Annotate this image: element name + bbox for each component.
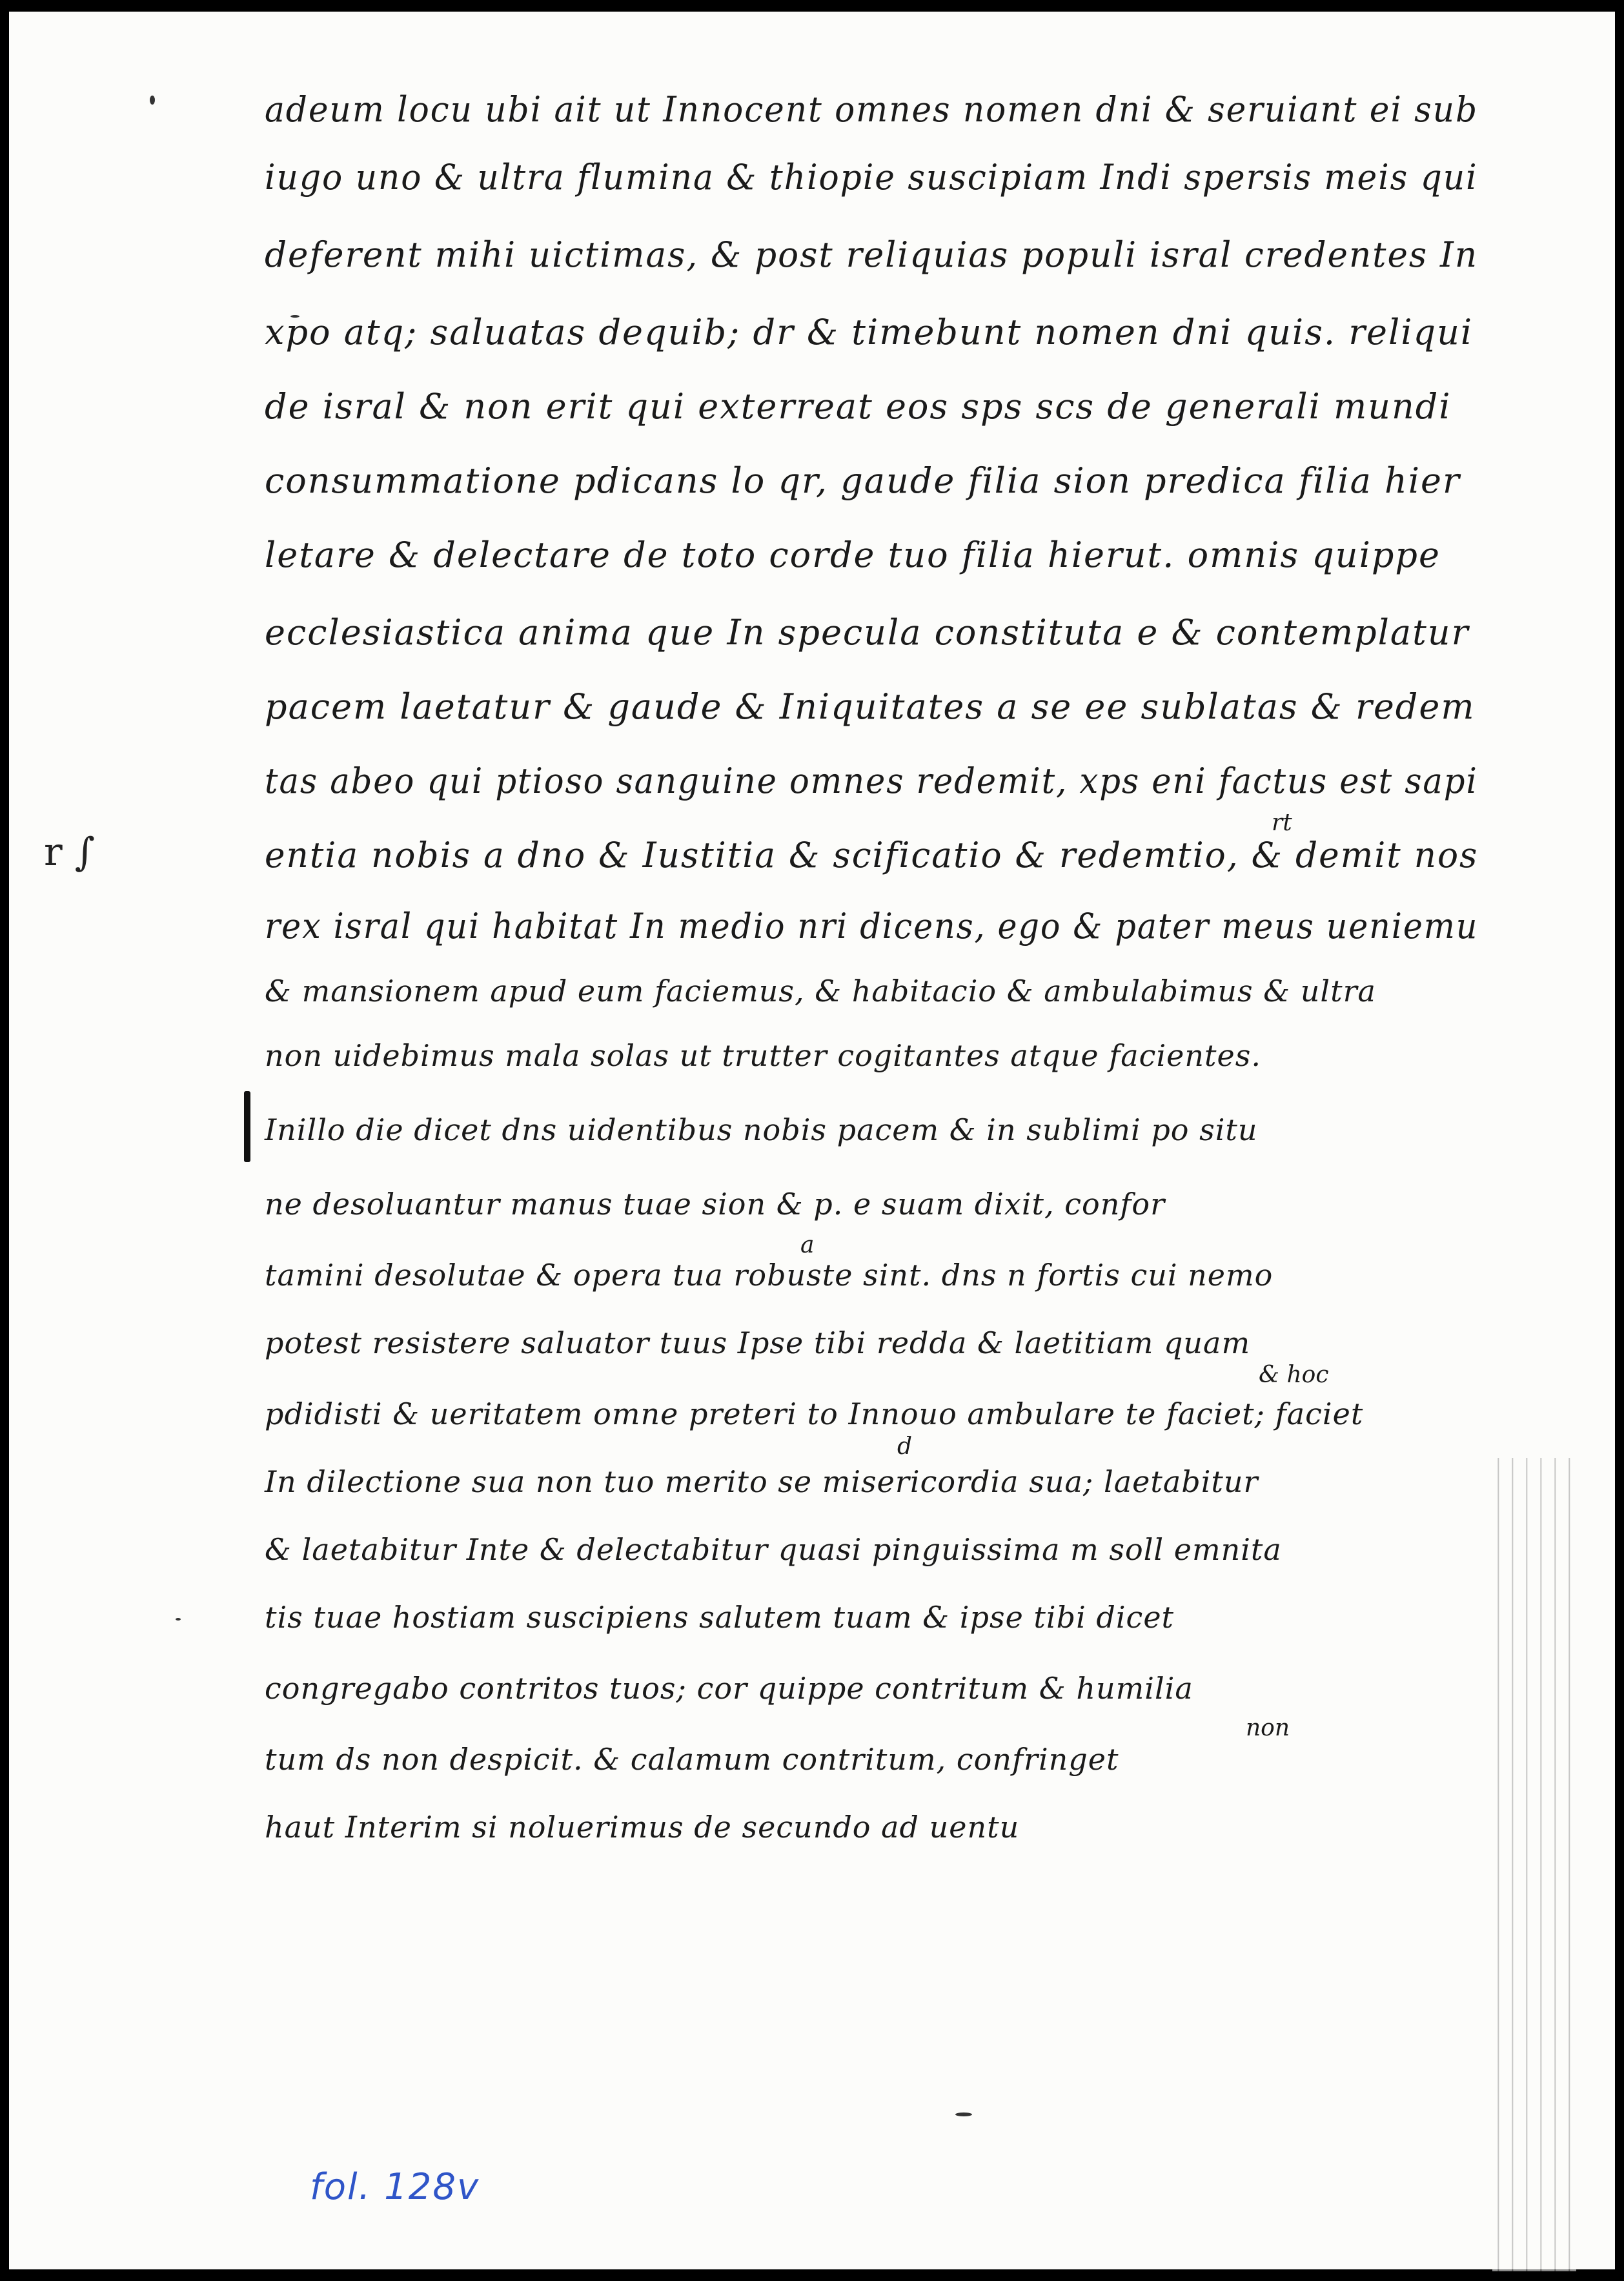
speck <box>150 96 155 105</box>
interlinear-gloss: & hoc <box>1259 1362 1329 1388</box>
page-edge-shadow <box>1492 1458 1576 2271</box>
text-line: congregabo contritos tuos; cor quippe contritum & humilia <box>265 1671 1193 1706</box>
text-line: pacem laetatur & gaude & Iniquitates a se ee sublatas & redem <box>265 686 1476 727</box>
interlinear-gloss: non <box>1246 1715 1290 1741</box>
text-line: pdidisti & ueritatem omne preteri to Innouo ambulare te faciet; faciet & hoc <box>265 1362 1364 1431</box>
text-line: In dilectione sua non tuo merito se misericordia sua; laetabitur d <box>265 1433 1259 1499</box>
interlinear-gloss: a <box>800 1232 815 1258</box>
text-line: non uidebimus mala solas ut trutter cogitantes atque facientes. <box>265 1038 1261 1073</box>
text-line: potest resistere saluator tuus Ipse tibi redda & laetitiam quam <box>265 1325 1251 1360</box>
speck <box>955 2112 972 2116</box>
text-line: letare & delectare de toto corde tuo filia hierut. omnis quippe <box>265 535 1441 575</box>
text-line: xpo atq; saluatas dequib; dr & timebunt nomen dni quis. reliqui <box>265 312 1474 353</box>
text-line: iugo uno & ultra flumina & thiopie suscipiam Indi spersis meis qui <box>265 157 1478 198</box>
text-line: deferent mihi uictimas, & post reliquias populi isral credentes In <box>265 234 1479 275</box>
text-line: de isral & non erit qui exterreat eos sps scs de generali mundi <box>265 386 1452 427</box>
decorated-initial <box>244 1091 250 1162</box>
text-line: tas abeo qui ptioso sanguine omnes redemit, xps eni factus est sapi <box>265 761 1478 801</box>
margin-mark: r ∫ <box>44 830 96 875</box>
text-line: haut Interim si noluerimus de secundo ad uentu <box>265 1810 1020 1845</box>
text-line: ne desoluantur manus tuae sion & p. e suam dixit, confor <box>265 1187 1166 1222</box>
text-line: consummatione pdicans lo qr, gaude filia sion predica filia hier <box>265 460 1461 501</box>
text-line: entia nobis a dno & Iustitia & scificatio & redemtio, & demit nos rt <box>265 810 1479 875</box>
speck <box>176 1618 181 1621</box>
text-line: ecclesiastica anima que In specula constituta e & contemplatur <box>265 612 1470 653</box>
text-line: & mansionem apud eum faciemus, & habitacio & ambulabimus & ultra <box>265 974 1376 1008</box>
interlinear-gloss: d <box>897 1433 913 1460</box>
text-line: tamini desolutae & opera tua robuste sint. dns n fortis cui nemo a <box>265 1232 1274 1293</box>
text-line: rex isral qui habitat In medio nri dicens, ego & pater meus ueniemu <box>265 906 1479 946</box>
manuscript-text <box>265 77 1478 1859</box>
interlinear-gloss: rt <box>1272 810 1292 836</box>
text-line: & laetabitur Inte & delectabitur quasi pinguissima m soll emnita <box>265 1532 1282 1567</box>
text-line: tum ds non despicit. & calamum contritum, confringet non <box>265 1715 1290 1777</box>
text-line: tis tuae hostiam suscipiens salutem tuam & ipse tibi dicet <box>265 1600 1175 1635</box>
text-line: adeum locu ubi ait ut Innocent omnes nomen dni & seruiant ei sub <box>265 89 1479 130</box>
folio-number: fol. 128v <box>310 2166 480 2208</box>
text-line: Inillo die dicet dns uidentibus nobis pacem & in sublimi po situ <box>265 1112 1258 1147</box>
